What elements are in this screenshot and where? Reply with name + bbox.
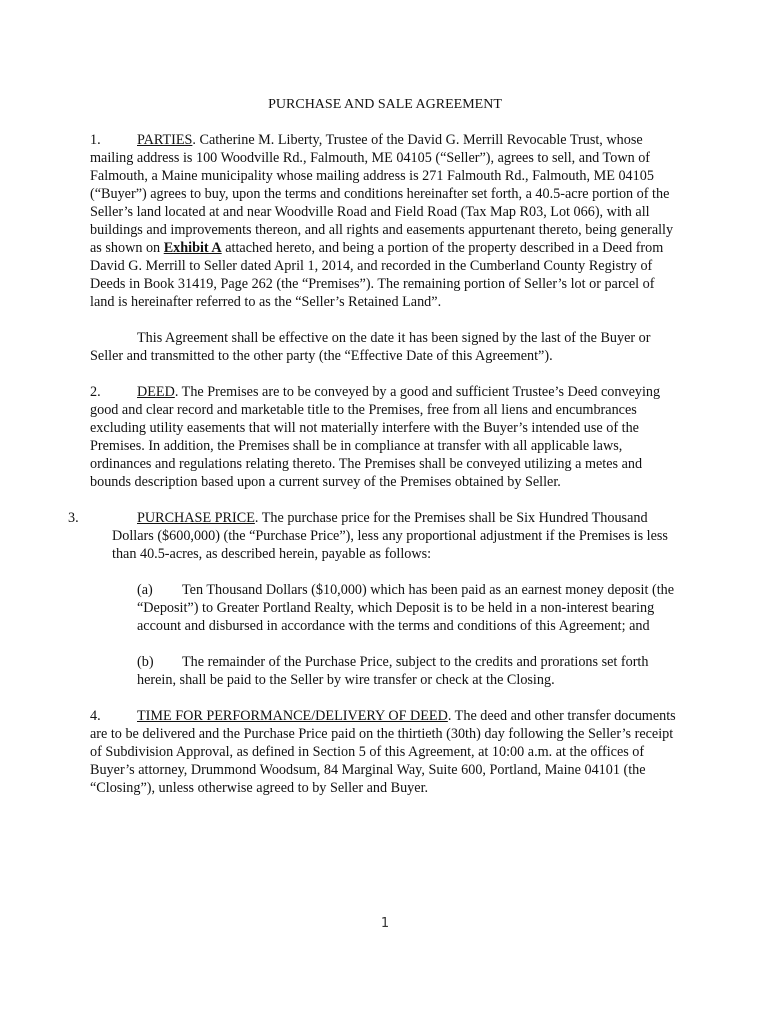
subsection-b [90, 653, 680, 689]
page-title: PURCHASE AND SALE AGREEMENT [268, 97, 502, 112]
exhibit-reference: Exhibit A [163, 240, 222, 256]
section-heading: DEED [137, 384, 175, 400]
document-body [68, 131, 680, 797]
section-heading: PURCHASE PRICE [137, 510, 255, 526]
section-text: . The Premises are to be conveyed by a good and sufficient Trustee’s Deed conveying good and clear record and marketable title to the Premises, free from all liens and encumbrances excluding utility easements that will not materially interfere with the Buyer’s intended use of the Premises. In addition, the Premises shall be in compliance at transfer with all applicable laws, ordinances and regulations relating thereto. The Premises shall be conveyed utilizing a metes and bounds description based upon a current survey of the Premises obtained by Seller. [90, 384, 661, 490]
section-number: 4. [90, 708, 101, 724]
subsection-a [90, 581, 680, 635]
subsection-text: Ten Thousand Dollars ($10,000) which has been paid as an earnest money deposit (the “Deposit”) to Greater Portland Realty, which Deposit is to be held in a non-interest bearing account and disbursed in accordance with the terms and conditions of this Agreement; and [137, 582, 675, 634]
section-number: 2. [90, 384, 101, 400]
effective-date-paragraph: This Agreement shall be effective on the date it has been signed by the last of the Buyer or Seller and transmitted to the other party (the “Effective Date of this Agreement”). [90, 330, 651, 364]
section-text: . Catherine M. Liberty, Trustee of the David G. Merrill Revocable Trust, whose mailing address is 100 Woodville Rd., Falmouth, ME 04105 (“Seller”), agrees to sell, and Town of Falmouth, a Maine municipality whose mailing address is 271 Falmouth Rd., Falmouth, ME 04105 (“Buyer”) agrees to buy, upon the terms and conditions hereinafter set forth, a 40.5-acre portion of the Seller’s land located at and near Woodville Road and Field Road (Tax Map R03, Lot 066), with all buildings and improvements thereon, and all rights and easements appurtenant thereto, being generally as shown on [90, 132, 674, 256]
section-text: . The purchase price for the Premises shall be Six Hundred Thousand Dollars ($600,000) (the “Purchase Price”), less any proportional adjustment if the Premises is less than 40.5-acres, as described herein, payable as follows: [112, 510, 668, 562]
section-2-deed [90, 383, 680, 491]
section-number: 3. [68, 510, 79, 526]
section-heading: PARTIES [137, 132, 193, 148]
page-number: 1 [380, 916, 390, 931]
section-text: . The deed and other transfer documents are to be delivered and the Purchase Price paid on the thirtieth (30th) day following the Seller’s receipt of Subdivision Approval, as defined in Section 5 of this Agreement, at 10:00 a.m. at the offices of Buyer’s attorney, Drummond Woodsum, 84 Marginal Way, Suite 600, Portland, Maine 04101 (the “Closing”), unless otherwise agreed to by Seller and Buyer. [90, 708, 676, 796]
section-text-continued: attached hereto, and being a portion of the property described in a Deed from David G. Merrill to Seller dated April 1, 2014, and recorded in the Cumberland County Registry of Deeds in Book 31419, Page 262 (the “Premises”). The remaining portion of Seller’s lot or parcel of land is hereinafter referred to as the “Seller’s Retained Land”. [90, 240, 664, 310]
section-heading: TIME FOR PERFORMANCE/DELIVERY OF DEED [137, 708, 448, 724]
subsection-text: The remainder of the Purchase Price, subject to the credits and prorations set forth herein, shall be paid to the Seller by wire transfer or check at the Closing. [137, 654, 649, 688]
subsection-label: (b) [137, 654, 154, 670]
subsection-label: (a) [137, 582, 153, 598]
section-4-time-for-performance [90, 707, 680, 797]
section-1-parties [90, 131, 680, 311]
section-3-purchase-price [68, 509, 680, 563]
section-number: 1. [90, 132, 101, 148]
